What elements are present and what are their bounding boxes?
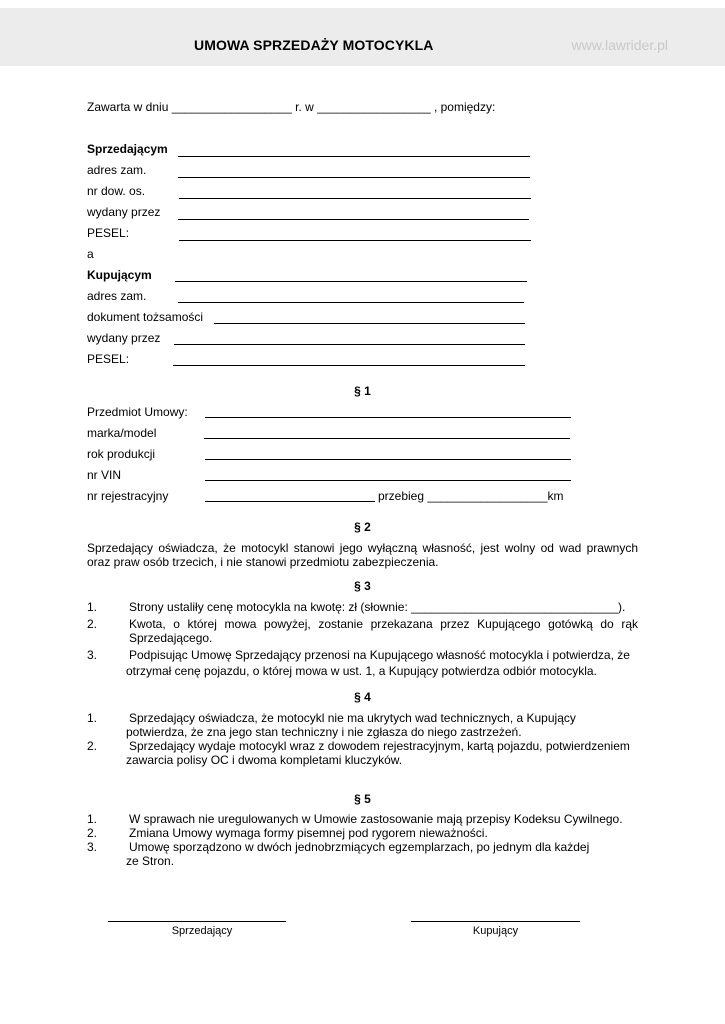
s4-item-1-text: Sprzedający oświadcza, że motocykl nie ma ukrytych wad technicznych, a Kupujący	[129, 711, 576, 725]
seller-heading: Sprzedającym	[87, 142, 168, 156]
s5-item-1-text: W sprawach nie uregulowanych w Umowie zastosowanie mają przepisy Kodeksu Cywilnego.	[129, 812, 623, 826]
s5-item-3-text: Umowę sporządzono w dwóch jednobrzmiących egzemplarzach, po jednym dla każdej	[129, 840, 590, 854]
seller-address-line	[178, 177, 530, 178]
section-1-heading: § 1	[354, 384, 371, 398]
make-model-label: marka/model	[87, 426, 157, 440]
s4-item-2-text: Sprzedający wydaje motocykl wraz z dowodem rejestracyjnym, kartą pojazdu, potwierdzeniem	[129, 739, 630, 753]
s3-item-2-text: Kwota, o której mowa powyżej, zostanie przekazana przez Kupującego gotówką do rąk Sprzedającego.	[129, 617, 638, 645]
registration-label: nr rejestracyjny	[87, 489, 169, 503]
buyer-id-line	[214, 323, 525, 324]
s5-item-1-number: 1.	[87, 812, 98, 826]
seller-id-line	[179, 198, 531, 199]
s3-item-3-continuation: otrzymał cenę pojazdu, o której mowa w ust. 1, a Kupujący potwierdza odbiór motocykla.	[126, 664, 597, 678]
section-2-heading: § 2	[354, 520, 371, 534]
s5-item-3-number: 3.	[87, 840, 98, 854]
s4-item-2-continuation: zawarcia polisy OC i dwoma kompletami kluczyków.	[126, 753, 403, 767]
section-5-heading: § 5	[354, 792, 371, 806]
registration-line	[205, 501, 375, 502]
s4-item-1-continuation: potwierdza, że zna jego stan techniczny i nie zgłasza do niego zastrzeżeń.	[126, 725, 522, 739]
buyer-issued-label: wydany przez	[87, 331, 161, 345]
subject-line	[205, 417, 571, 418]
mileage-field: przebieg __________________km	[378, 489, 564, 503]
header-bar	[0, 8, 725, 66]
s3-item-3-text: Podpisując Umowę Sprzedający przenosi na Kupującego własność motocykla i potwierdza, że	[129, 648, 630, 662]
year-line	[205, 459, 571, 460]
buyer-signature-line	[411, 921, 580, 922]
section-2-text: Sprzedający oświadcza, że motocykl stanowi jego wyłączną własność, jest wolny od wad prawnych oraz praw osób trzecich, i nie stanowi przedmiotu zabezpieczenia.	[87, 541, 638, 569]
section-3-heading: § 3	[354, 579, 371, 593]
seller-pesel-line	[179, 240, 531, 241]
buyer-heading: Kupującym	[87, 268, 152, 282]
buyer-id-label: dokument tożsamości	[87, 310, 204, 324]
s3-item-3-number: 3.	[87, 648, 98, 662]
s5-item-2-text: Zmiana Umowy wymaga formy pisemnej pod rygorem nieważności.	[129, 826, 488, 840]
make-model-line	[204, 438, 570, 439]
seller-issued-label: wydany przez	[87, 205, 161, 219]
s3-item-1-text: Strony ustaliły cenę motocykla na kwotę: zł (słownie: _______________________________).	[129, 600, 626, 614]
buyer-pesel-line	[173, 365, 525, 366]
seller-name-line	[178, 156, 530, 157]
buyer-name-line	[175, 281, 527, 282]
seller-id-label: nr dow. os.	[87, 184, 146, 198]
seller-signature-line	[108, 921, 286, 922]
buyer-issued-line	[174, 344, 525, 345]
buyer-address-line	[178, 302, 524, 303]
connector-text: a	[87, 247, 94, 261]
document-title: UMOWA SPRZEDAŻY MOTOCYKLA	[194, 37, 434, 53]
s5-item-2-number: 2.	[87, 826, 98, 840]
intro-line: Zawarta w dniu __________________ r. w _________________ , pomiędzy:	[87, 100, 496, 114]
s5-item-3-continuation: ze Stron.	[126, 854, 175, 868]
vin-line	[205, 480, 571, 481]
vin-label: nr VIN	[87, 468, 122, 482]
seller-pesel-label: PESEL:	[87, 226, 130, 240]
seller-signature-label: Sprzedający	[171, 925, 233, 937]
section-4-heading: § 4	[354, 690, 371, 704]
s4-item-1-number: 1.	[87, 711, 98, 725]
s3-item-1-number: 1.	[87, 600, 98, 614]
s4-item-2-number: 2.	[87, 739, 98, 753]
s3-item-2-number: 2.	[87, 617, 98, 631]
website-watermark: www.lawrider.pl	[571, 37, 668, 53]
year-label: rok produkcji	[87, 447, 156, 461]
buyer-address-label: adres zam.	[87, 289, 147, 303]
seller-issued-line	[178, 219, 529, 220]
subject-label: Przedmiot Umowy:	[87, 405, 188, 419]
buyer-pesel-label: PESEL:	[87, 352, 130, 366]
buyer-signature-label: Kupujący	[472, 925, 519, 937]
seller-address-label: adres zam.	[87, 163, 147, 177]
